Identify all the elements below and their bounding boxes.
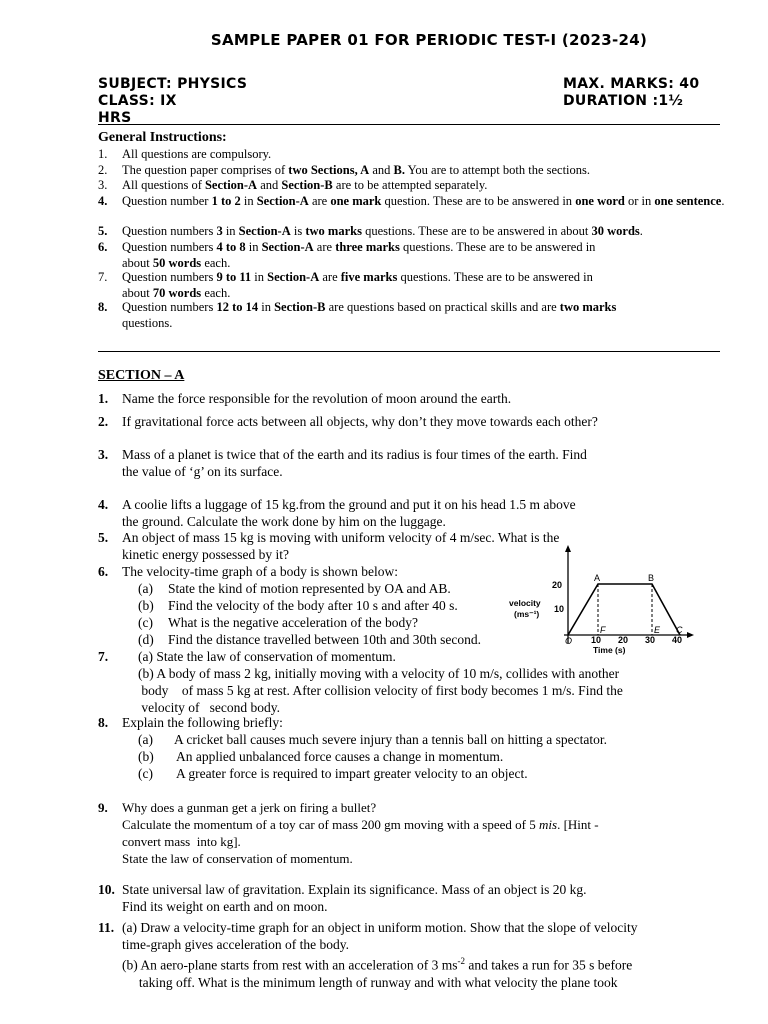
question-11 xyxy=(98,919,720,953)
part-text: Find the velocity of the body after 10 s and after 40 s. xyxy=(168,598,458,613)
instruction-text: Question numbers 9 to 11 in Section-A are five marks questions. These are to be answered in about 70 words each. xyxy=(122,270,593,300)
instructions-rule xyxy=(98,351,720,352)
instruction-text: Question number 1 to 2 in Section-A are one mark question. These are to be answered in one word or in one sentence. xyxy=(122,194,725,208)
question-number: 3. xyxy=(98,447,109,462)
question-text: The velocity-time graph of a body is shown below: xyxy=(122,564,398,579)
question-text: An object of mass 15 kg is moving with uniform velocity of 4 m/sec. What is the kinetic energy possessed by it? xyxy=(122,530,560,562)
question-number: 5. xyxy=(98,530,109,545)
question-11b-text: (b) An aero-plane starts from rest with an acceleration of 3 $ms^{-2}$ and takes a run for 35 s before taking off. What is the minimum length of runway and with what velocity the plane took xyxy=(122,956,633,990)
instruction-7 xyxy=(98,270,728,301)
point-f: F xyxy=(600,625,606,635)
instruction-4 xyxy=(98,194,728,210)
part-label: (b) xyxy=(138,749,154,764)
question-number: 10. xyxy=(98,882,115,897)
instruction-number: 8. xyxy=(98,300,108,314)
question-6-part-c xyxy=(138,614,418,631)
part-label: (c) xyxy=(138,766,153,781)
instruction-number: 1. xyxy=(98,147,108,161)
question-text: Why does a gunman get a jerk on firing a bullet? Calculate the momentum of a toy car of mass 200 gm moving with a speed of 5 mis. [Hint - convert mass into kg]. State the law of conservation of momentum. xyxy=(122,800,599,866)
question-7 xyxy=(98,648,720,665)
question-text: State universal law of gravitation. Explain its significance. Mass of an object is 20 kg. Find its weight on earth and on moon. xyxy=(122,882,587,914)
x-tick-10: 10 xyxy=(591,635,602,645)
point-b: B xyxy=(648,573,655,583)
instruction-3 xyxy=(98,178,728,194)
question-8-part-a xyxy=(138,731,607,748)
velocity-time-graph xyxy=(506,545,696,655)
question-9 xyxy=(98,799,720,867)
instruction-2 xyxy=(98,163,728,179)
part-label: (c) xyxy=(138,615,153,630)
paper-title: SAMPLE PAPER 01 FOR PERIODIC TEST-I (2023-24) xyxy=(210,31,648,49)
subject-label: SUBJECT: PHYSICS xyxy=(98,76,248,92)
x-tick-40: 40 xyxy=(672,635,683,645)
question-6-part-d xyxy=(138,631,481,648)
question-number: 6. xyxy=(98,564,109,579)
class-label: CLASS: IX xyxy=(98,93,177,109)
duration-label: DURATION :1½ xyxy=(563,93,684,109)
velocity-curve xyxy=(568,584,680,635)
instruction-number: 2. xyxy=(98,163,108,177)
question-8-part-b xyxy=(138,748,503,765)
question-text: Mass of a planet is twice that of the earth and its radius is four times of the earth. Find the value of ‘g’ on its surface. xyxy=(122,447,587,479)
question-number: 8. xyxy=(98,715,109,730)
max-marks-label: MAX. MARKS: 40 xyxy=(563,76,700,92)
header-rule xyxy=(98,124,720,125)
question-text: Name the force responsible for the revolution of moon around the earth. xyxy=(122,391,512,406)
instruction-text: All questions are compulsory. xyxy=(122,147,272,161)
question-6-part-a xyxy=(138,580,451,597)
x-tick-30: 30 xyxy=(645,635,656,645)
hrs-label: HRS xyxy=(98,110,132,126)
x-axis-arrow xyxy=(687,632,694,638)
point-e: E xyxy=(654,625,661,635)
instruction-number: 3. xyxy=(98,178,108,192)
question-3 xyxy=(98,446,720,480)
section-a-title: SECTION – A xyxy=(98,368,185,383)
y-tick-10: 10 xyxy=(554,604,565,614)
point-a: A xyxy=(594,573,601,583)
x-tick-20: 20 xyxy=(618,635,629,645)
instruction-number: 5. xyxy=(98,224,108,238)
point-c: C xyxy=(676,625,683,635)
point-o: O xyxy=(565,636,573,646)
instruction-number: 7. xyxy=(98,270,108,284)
question-text: If gravitational force acts between all objects, why don’t they move towards each other? xyxy=(122,414,598,429)
instruction-text: The question paper comprises of two Sections, A and B. You are to attempt both the sections. xyxy=(122,163,591,177)
question-number: 9. xyxy=(98,800,108,815)
instruction-6 xyxy=(98,240,728,271)
x-axis-label: Time (s) xyxy=(593,645,626,655)
instruction-text: Question numbers 12 to 14 in Section-B are questions based on practical skills and are two marks questions. xyxy=(122,300,617,330)
instruction-5 xyxy=(98,224,728,240)
part-text: A cricket ball causes much severe injury than a tennis ball on hitting a spectator. xyxy=(174,732,607,747)
part-label: (d) xyxy=(138,632,154,647)
question-1 xyxy=(98,390,720,407)
question-number: 11. xyxy=(98,920,115,935)
y-axis-arrow xyxy=(565,545,571,552)
question-number: 1. xyxy=(98,391,109,406)
y-axis-unit: (ms⁻¹) xyxy=(514,609,540,619)
question-7b-text: (b) A body of mass 2 kg, initially moving with a velocity of 10 m/s, collides with another body of mass 5 kg at rest. After collision velocity of first body becomes 1 m/s. Find the velocity of second body. xyxy=(138,666,623,715)
instruction-text: All questions of Section-A and Section-B are to be attempted separately. xyxy=(122,178,488,192)
instruction-number: 6. xyxy=(98,240,108,254)
part-label: (a) xyxy=(138,732,153,747)
part-text: A greater force is required to impart greater velocity to an object. xyxy=(176,766,528,781)
question-number: 4. xyxy=(98,497,109,512)
question-2 xyxy=(98,413,720,430)
part-label: (a) xyxy=(138,581,153,596)
instruction-number: 4. xyxy=(98,194,108,208)
question-number: 7. xyxy=(98,649,109,664)
part-text: Find the distance travelled between 10th and 30th second. xyxy=(168,632,482,647)
instruction-8 xyxy=(98,300,728,331)
question-number: 2. xyxy=(98,414,109,429)
y-tick-20: 20 xyxy=(552,580,563,590)
y-axis-label: velocity xyxy=(509,598,541,608)
question-10 xyxy=(98,881,720,915)
part-text: State the kind of motion represented by OA and AB. xyxy=(168,581,451,596)
question-11a-text: (a) Draw a velocity-time graph for an object in uniform motion. Show that the slope of velocity time-graph gives acceleration of the body. xyxy=(122,920,638,952)
question-8 xyxy=(98,714,720,731)
question-7a-text: (a) State the law of conservation of momentum. xyxy=(138,649,396,664)
question-4 xyxy=(98,496,720,530)
part-text: An applied unbalanced force causes a change in momentum. xyxy=(176,749,504,764)
question-text: A coolie lifts a luggage of 15 kg.from the ground and put it on his head 1.5 m above the ground. Calculate the work done by him on the luggage. xyxy=(122,497,576,529)
instruction-text: Question numbers 4 to 8 in Section-A are three marks questions. These are to be answered in about 50 words each. xyxy=(122,240,596,270)
part-text: What is the negative acceleration of the body? xyxy=(168,615,419,630)
instruction-text: Question numbers 3 in Section-A is two marks questions. These are to be answered in about 30 words. xyxy=(122,224,643,238)
question-text: Explain the following briefly: xyxy=(122,715,283,730)
question-6-part-b xyxy=(138,597,458,614)
instructions-title: General Instructions: xyxy=(98,130,227,145)
part-label: (b) xyxy=(138,598,154,613)
instruction-1 xyxy=(98,147,728,163)
question-8-part-c xyxy=(138,765,528,782)
